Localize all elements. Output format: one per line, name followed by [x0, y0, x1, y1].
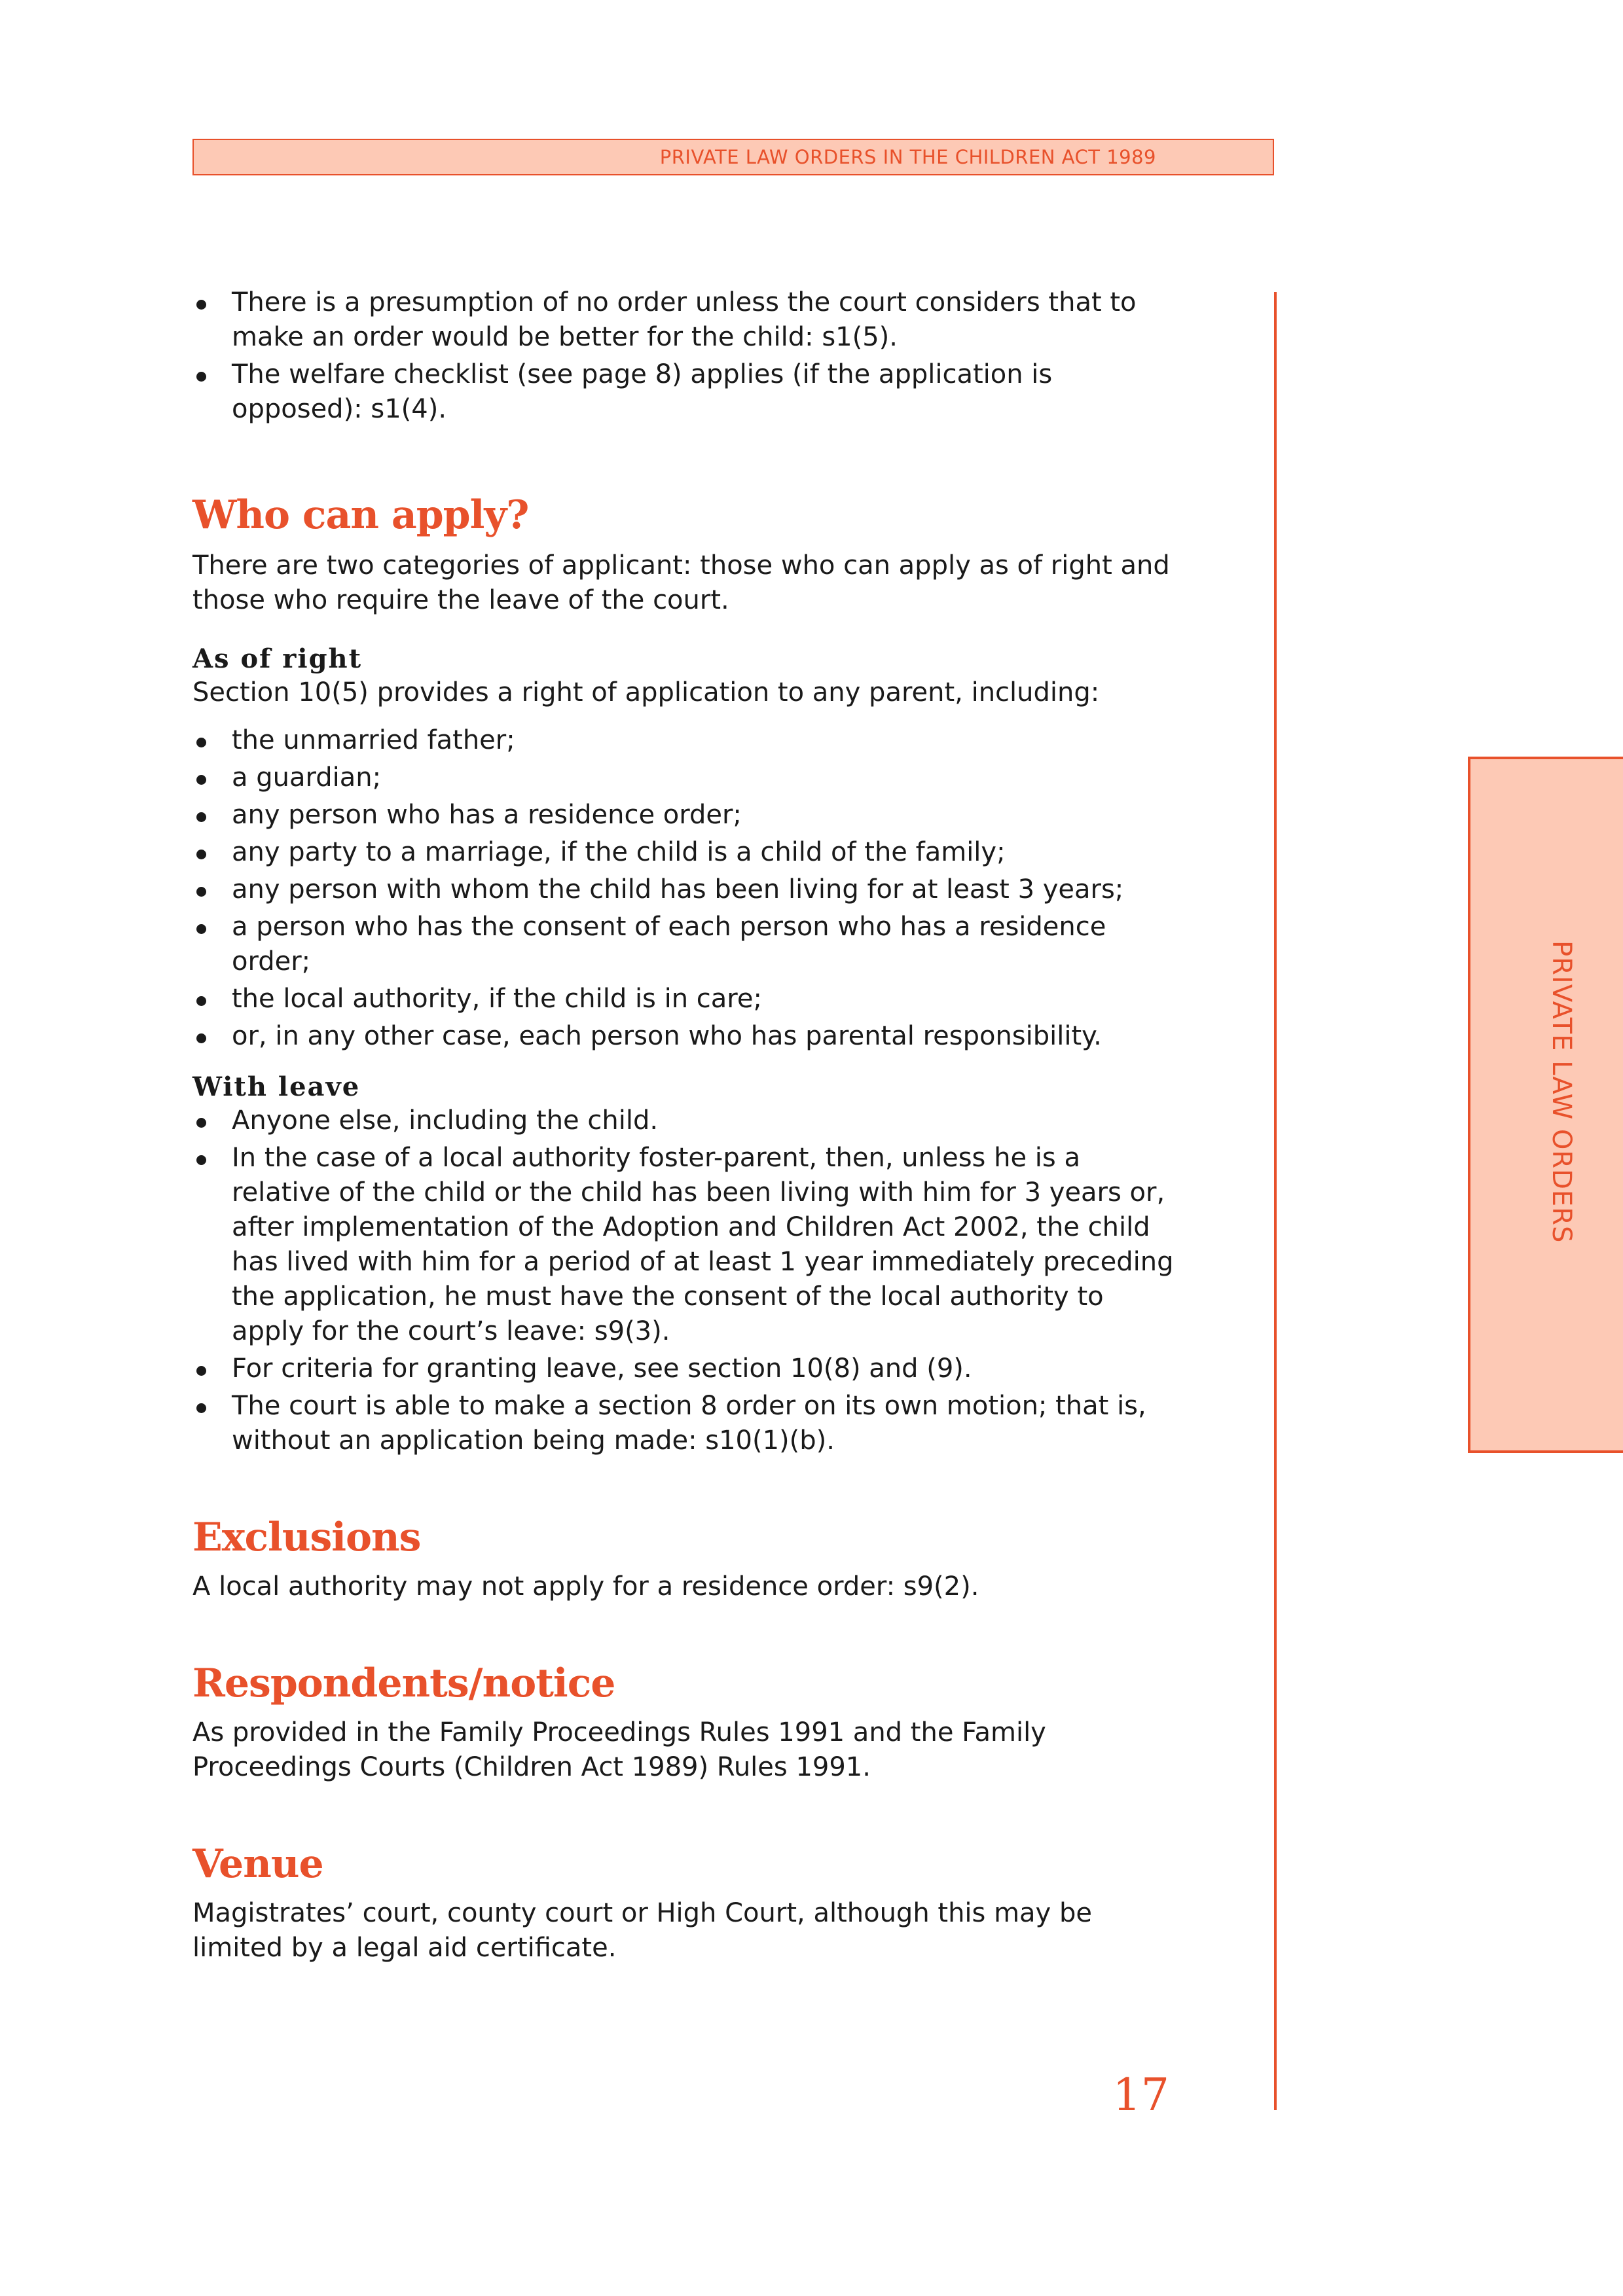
list-item: any person who has a residence order; — [192, 798, 1175, 833]
as-of-right-text: Section 10(5) provides a right of application to any parent, including: — [192, 677, 1100, 708]
list-item: the local authority, if the child is in care; — [192, 982, 1175, 1016]
list-item: In the case of a local authority foster-parent, then, unless he is a relative of the child or the child has been living with him for 3 years or, after implementation of the Adoption and Children Act 2002, the child has lived with him for a period of at least 1 year immediately preceding the application, he must have the consent of the local authority to apply for the court’s leave: s9(3). — [192, 1141, 1175, 1349]
list-item: Anyone else, including the child. — [192, 1103, 1175, 1138]
respondents-heading: Respondents/notice — [192, 1660, 615, 1706]
list-item: the unmarried father; — [192, 723, 1175, 758]
respondents-text: As provided in the Family Proceedings Rules 1991 and the Family Proceedings Courts (Children Act 1989) Rules 1991. — [192, 1717, 1046, 1782]
list-item: a person who has the consent of each person who has a residence order; — [192, 910, 1175, 979]
list-item: The court is able to make a section 8 order on its own motion; that is, without an application being made: s10(1)(b). — [192, 1389, 1175, 1458]
with-leave-subheading: With leave — [192, 1071, 361, 1102]
intro-bullet-list — [192, 285, 1175, 427]
running-header-title: PRIVATE LAW ORDERS IN THE CHILDREN ACT 1989 — [659, 146, 1156, 168]
venue-text: Magistrates’ court, county court or High Court, although this may be limited by a legal aid certificate. — [192, 1898, 1092, 1963]
exclusions-text: A local authority may not apply for a residence order: s9(2). — [192, 1571, 979, 1602]
as-of-right-list — [192, 723, 1175, 1054]
venue-heading: Venue — [192, 1841, 323, 1887]
list-item: a guardian; — [192, 761, 1175, 795]
list-item: For criteria for granting leave, see section 10(8) and (9). — [192, 1352, 1175, 1386]
with-leave-list — [192, 1103, 1175, 1458]
list-item: any person with whom the child has been living for at least 3 years; — [192, 872, 1175, 907]
side-tab-label: PRIVATE LAW ORDERS — [1546, 941, 1577, 1244]
page-content — [192, 285, 1175, 1965]
who-can-apply-intro: There are two categories of applicant: those who can apply as of right and those who require the leave of the court. — [192, 550, 1170, 615]
exclusions-heading: Exclusions — [192, 1515, 421, 1560]
list-item: any party to a marriage, if the child is a child of the family; — [192, 835, 1175, 870]
who-can-apply-heading: Who can apply? — [192, 492, 529, 538]
page-number: 17 — [1112, 2070, 1169, 2121]
list-item: or, in any other case, each person who has parental responsibility. — [192, 1019, 1175, 1054]
list-item: The welfare checklist (see page 8) applies (if the application is opposed): s1(4). — [192, 357, 1175, 427]
as-of-right-subheading: As of right — [192, 643, 363, 674]
running-header — [192, 139, 1274, 175]
list-item: There is a presumption of no order unless the court considers that to make an order would be better for the child: s1(5). — [192, 285, 1175, 355]
side-tab — [1468, 757, 1623, 1453]
margin-rule — [1274, 292, 1277, 2110]
